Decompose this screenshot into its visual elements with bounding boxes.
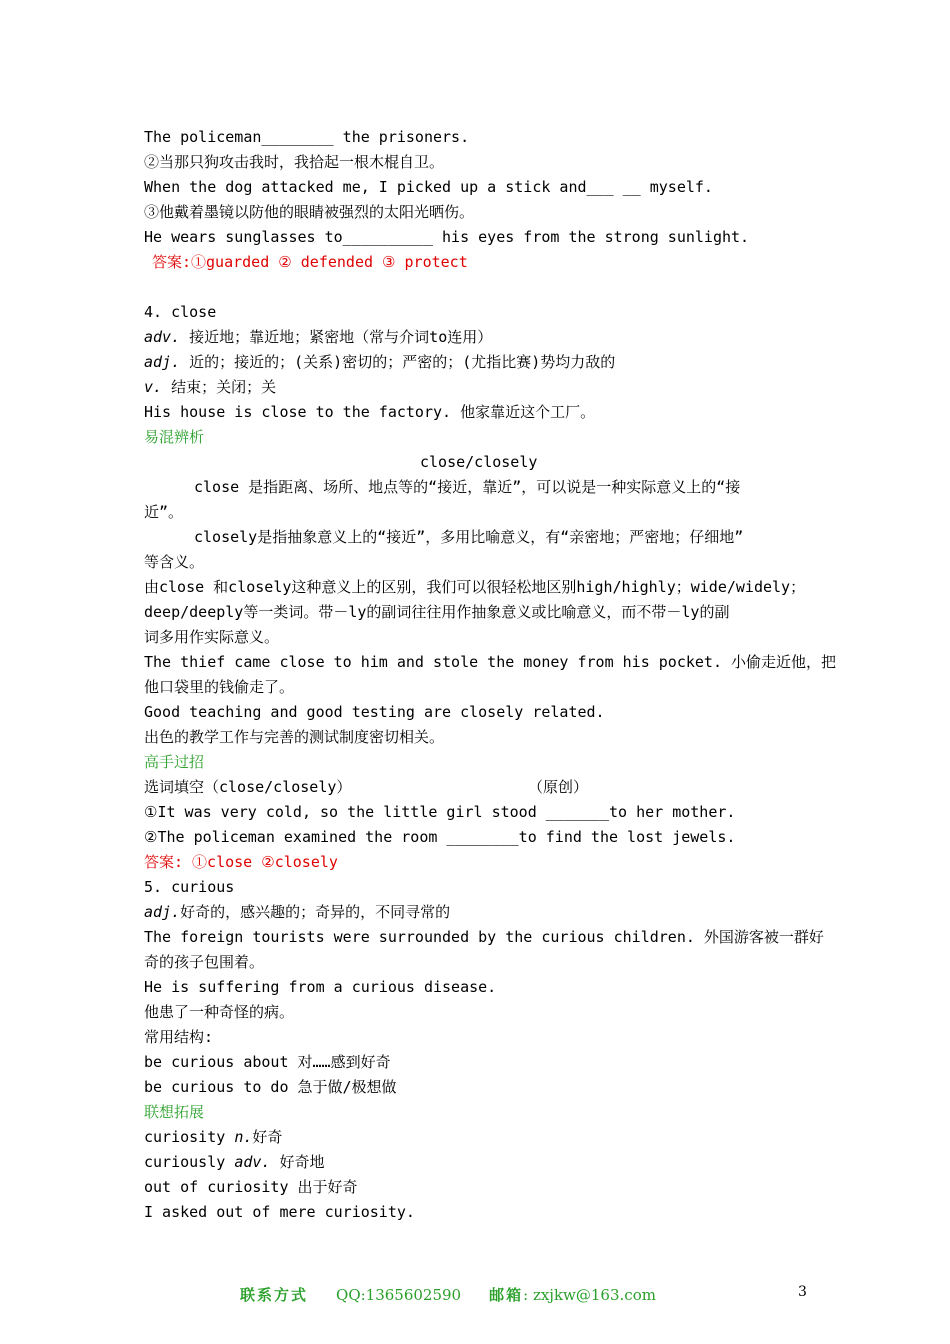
section-heading-curious: 5. curious	[144, 878, 235, 896]
pos-label: adj.	[144, 903, 181, 921]
definition-text: 好奇	[252, 1128, 283, 1146]
pos-label: adj.	[144, 353, 181, 371]
comparison-title: close/closely	[420, 453, 538, 471]
example-sentence: The foreign tourists were surrounded by the curious children. 外国游客被一群好	[144, 928, 824, 946]
example-translation: 出色的教学工作与完善的测试制度密切相关。	[144, 728, 445, 746]
example-translation: 他口袋里的钱偷走了。	[144, 678, 295, 696]
answer-line-2: 答案: ①close ②closely	[144, 853, 338, 871]
subheading-practice: 高手过招	[144, 753, 205, 771]
exercise-prompt-2: ②当那只狗攻击我时，我拾起一根木棍自卫。	[144, 153, 445, 171]
structure-item: be curious to do 急于做/极想做	[144, 1078, 397, 1096]
structure-item: be curious about 对……感到好奇	[144, 1053, 391, 1071]
paragraph-line: 等含义。	[144, 553, 205, 571]
exercise-sentence-1: The policeman________ the prisoners.	[144, 128, 470, 146]
example-translation: 奇的孩子包围着。	[144, 953, 265, 971]
exercise-item-2: ②The policeman examined the room ________to find the lost jewels.	[144, 828, 736, 846]
paragraph-line: close 是指距离、场所、地点等的“接近，靠近”，可以说是一种实际意义上的“接	[194, 478, 741, 496]
definition-text: 好奇地	[270, 1153, 325, 1171]
example-translation: 他患了一种奇怪的病。	[144, 1003, 295, 1021]
example-sentence: Good teaching and good testing are closely related.	[144, 703, 605, 721]
subheading-confusables: 易混辨析	[144, 428, 205, 446]
example-sentence: I asked out of mere curiosity.	[144, 1203, 415, 1221]
definition-text: 近的；接近的；(关系)密切的；严密的；(尤指比赛)势均力敌的	[180, 353, 616, 371]
exercise-sentence-2: When the dog attacked me, I picked up a stick and___ __ myself.	[144, 178, 713, 196]
answer-line-1: 答案:①guarded ② defended ③ protect	[152, 253, 468, 271]
exercise-sentence-3: He wears sunglasses to__________ his eyes from the strong sunlight.	[144, 228, 750, 246]
word: curiosity	[144, 1128, 235, 1146]
email-label: 邮箱	[489, 1286, 524, 1304]
qq-number: QQ:1365602590	[336, 1286, 462, 1304]
definition-adj	[144, 352, 615, 372]
definition-adj	[144, 902, 450, 922]
section-heading-close: 4. close	[144, 303, 217, 321]
definition-text: 结束；关闭；关	[162, 378, 277, 396]
structure-label: 常用结构:	[144, 1028, 214, 1046]
paragraph-line: closely是指抽象意义上的“接近”，多用比喻意义，有“亲密地；严密地；仔细地”	[194, 528, 744, 546]
definition-text: 好奇的，感兴趣的；奇异的，不同寻常的	[180, 903, 451, 921]
email-address: : zxjkw@163.com	[523, 1286, 656, 1304]
pos-label: n.	[234, 1128, 253, 1146]
definition-adv	[144, 327, 492, 347]
related-word	[144, 1127, 282, 1147]
word: curiously	[144, 1153, 235, 1171]
example-sentence: The thief came close to him and stole the money from his pocket. 小偷走近他，把	[144, 653, 837, 671]
page-number: 3	[798, 1284, 807, 1300]
paragraph-line: deep/deeply等一类词。带－ly的副词往往用作抽象意义或比喻意义，而不带－ly的副	[144, 603, 730, 621]
example-sentence: His house is close to the factory. 他家靠近这个工厂。	[144, 403, 596, 421]
exercise-source: （原创）	[528, 778, 589, 796]
example-sentence: He is suffering from a curious disease.	[144, 978, 497, 996]
pos-label: adv.	[144, 328, 181, 346]
paragraph-line: 词多用作实际意义。	[144, 628, 280, 646]
exercise-prompt-3: ③他戴着墨镜以防他的眼睛被强烈的太阳光晒伤。	[144, 203, 475, 221]
definition-verb	[144, 377, 276, 397]
definition-text: 接近地；靠近地；紧密地（常与介词to连用）	[180, 328, 493, 346]
subheading-extension: 联想拓展	[144, 1103, 205, 1121]
related-word	[144, 1152, 324, 1172]
exercise-item-1: ①It was very cold, so the little girl stood _______to her mother.	[144, 803, 736, 821]
paragraph-line: 由close 和closely这种意义上的区别，我们可以很轻松地区别high/highly；wide/widely；	[144, 578, 806, 596]
pos-label: adv.	[234, 1153, 271, 1171]
phrase-item: out of curiosity 出于好奇	[144, 1178, 358, 1196]
paragraph-line: 近”。	[144, 503, 184, 521]
contact-label: 联系方式	[240, 1286, 309, 1304]
page-footer	[240, 1284, 656, 1305]
pos-label: v.	[144, 378, 163, 396]
exercise-instruction: 选词填空（close/closely）	[144, 778, 352, 796]
